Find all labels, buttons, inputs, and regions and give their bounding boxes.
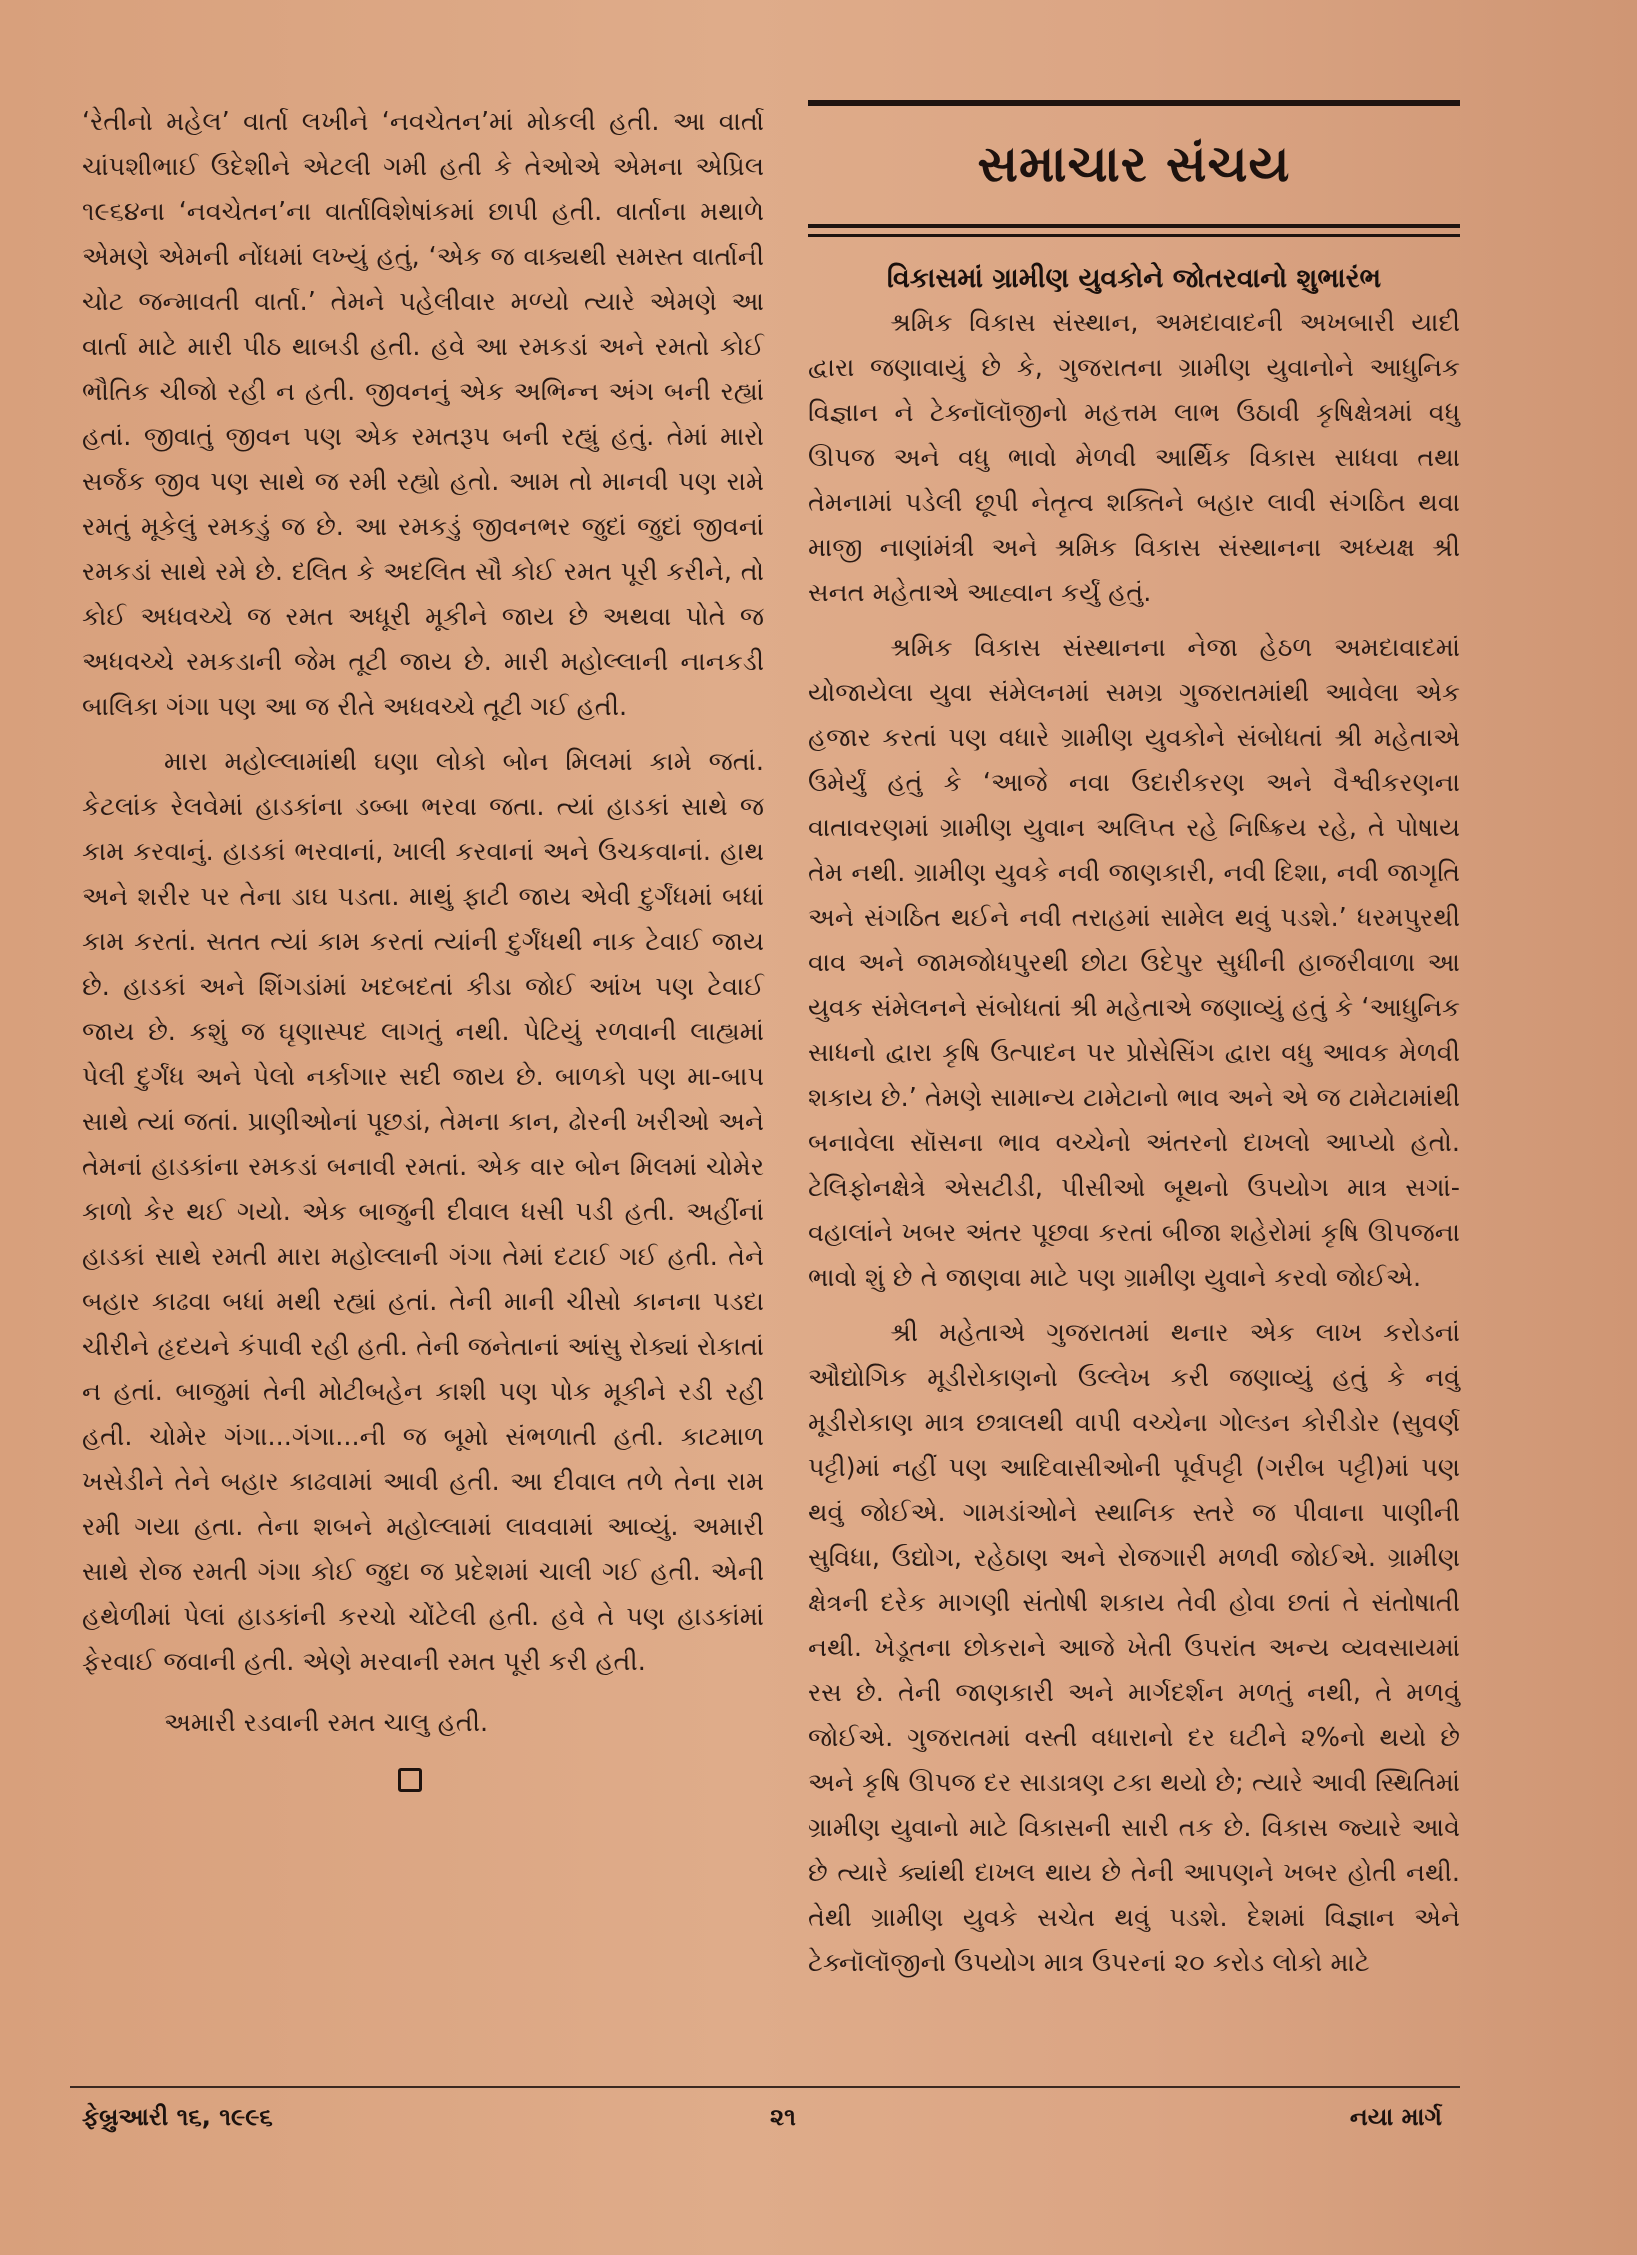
section-double-rule <box>808 224 1460 237</box>
news-paragraph-3: શ્રી મહેતાએ ગુજરાતમાં થનાર એક લાખ કરોડનાં ઔદ્યોગિક મૂડીરોકાણનો ઉલ્લેખ કરી જણાવ્યું હતું કે નવું મૂડીરોકાણ માત્ર છત્રાલથી વાપી વચ્ચેના ગોલ્ડન કોરીડોર (સુવર્ણ પટ્ટી)માં નહીં પણ આદિવાસીઓની પૂર્વપટ્ટી (ગરીબ પટ્ટી)માં પણ થવું જોઈએ. ગામડાંઓને સ્થાનિક સ્તરે જ પીવાના પાણીની સુવિધા, ઉદ્યોગ, રહેઠાણ અને રોજગારી મળવી જોઈએ. ગ્રામીણ ક્ષેત્રની દરેક માગણી સંતોષી શકાય તેવી હોવા છતાં તે સંતોષાતી નથી. ખેડૂતના છોકરાને આજે ખેતી ઉપરાંત અન્ય વ્યવસાયમાં રસ છે. તેની જાણકારી અને માર્ગદર્શન મળતું નથી, તે મળવું જોઈએ. ગુજરાતમાં વસ્તી વધારાનો દર ઘટીને ૨%નો થયો છે અને કૃષિ ઊપજ દર સાડાત્રણ ટકા થયો છે; ત્યારે આવી સ્થિતિમાં ગ્રામીણ યુવાનો માટે વિકાસની સારી તક છે. વિકાસ જ્યારે આવે છે ત્યારે ક્યાંથી દાખલ થાય છે તેની આપણને ખબર હોતી નથી. તેથી ગ્રામીણ યુવકે સચેત થવું પડશે. દેશમાં વિજ્ઞાન એને ટેક્નૉલૉજીનો ઉપયોગ માત્ર ઉપરનાં ૨૦ કરોડ લોકો માટે <box>808 1318 1460 1978</box>
news-paragraph-2: શ્રમિક વિકાસ સંસ્થાનના નેજા હેઠળ અમદાવાદમાં યોજાયેલા યુવા સંમેલનમાં સમગ્ર ગુજરાતમાંથી આવેલા એક હજાર કરતાં પણ વધારે ગ્રામીણ યુવકોને સંબોધતાં શ્રી મહેતાએ ઉમેર્યું હતું કે ‘આજે નવા ઉદારીકરણ અને વૈશ્વીકરણના વાતાવરણમાં ગ્રામીણ યુવાન અલિપ્ત રહે નિષ્ક્રિય રહે, તે પોષાય તેમ નથી. ગ્રામીણ યુવકે નવી જાણકારી, નવી દિશા, નવી જાગૃતિ અને સંગઠિત થઈને નવી તરાહમાં સામેલ થવું પડશે.’ ધરમપુરથી વાવ અને જામજોધપુરથી છોટા ઉદેપુર સુધીની હાજરીવાળા આ યુવક સંમેલનને સંબોધતાં શ્રી મહેતાએ જણાવ્યું હતું કે ‘આધુનિક સાધનો દ્વારા કૃષિ ઉત્પાદન પર પ્રોસેસિંગ દ્વારા વધુ આવક મેળવી શકાય છે.’ તેમણે સામાન્ય ટામેટાનો ભાવ અને એ જ ટામેટામાંથી બનાવેલા સૉસના ભાવ વચ્ચેનો અંતરનો દાખલો આપ્યો હતો. ટેલિફોનક્ષેત્રે એસટીડી, પીસીઓ બૂથનો ઉપયોગ માત્ર સગાં-વહાલાંને ખબર અંતર પૂછવા કરતાં બીજા શહેરોમાં કૃષિ ઊપજના ભાવો શું છે તે જાણવા માટે પણ ગ્રામીણ યુવાને કરવો જોઈએ. <box>808 633 1460 1293</box>
end-mark-icon <box>398 1768 422 1792</box>
left-column <box>82 100 764 1792</box>
section-top-rule <box>808 100 1460 106</box>
story-closing-line: અમારી રડવાની રમત ચાલુ હતી. <box>164 1708 489 1738</box>
story-paragraph-2: મારા મહોલ્લામાંથી ઘણા લોકો બોન મિલમાં કામે જતાં. કેટલાંક રેલવેમાં હાડકાંના ડબ્બા ભરવા જતા. ત્યાં હાડકાં સાથે જ કામ કરવાનું. હાડકાં ભરવાનાં, ખાલી કરવાનાં અને ઉચકવાનાં. હાથ અને શરીર પર તેના ડાઘ પડતા. માથું ફાટી જાય એવી દુર્ગંધમાં બધાં કામ કરતાં. સતત ત્યાં કામ કરતાં ત્યાંની દુર્ગંધથી નાક ટેવાઈ જાય છે. હાડકાં અને શિંગડાંમાં ખદબદતાં કીડા જોઈ આંખ પણ ટેવાઈ જાય છે. કશું જ ઘૃણાસ્પદ લાગતું નથી. પેટિયું રળવાની લાહ્યમાં પેલી દુર્ગંધ અને પેલો નર્કાગાર સદી જાય છે. બાળકો પણ મા-બાપ સાથે ત્યાં જતાં. પ્રાણીઓનાં પૂછડાં, તેમના કાન, ઢોરની ખરીઓ અને તેમનાં હાડકાંના રમકડાં બનાવી રમતાં. એક વાર બોન મિલમાં ચોમેર કાળો કેર થઈ ગયો. એક બાજુની દીવાલ ધસી પડી હતી. અહીંનાં હાડકાં સાથે રમતી મારા મહોલ્લાની ગંગા તેમાં દટાઈ ગઈ હતી. તેને બહાર કાઢવા બધાં મથી રહ્યાં હતાં. તેની માની ચીસો કાનના પડદા ચીરીને હૃદયને કંપાવી રહી હતી. તેની જનેતાનાં આંસુ રોક્યાં રોકાતાં ન હતાં. બાજુમાં તેની મોટીબહેન કાશી પણ પોક મૂકીને રડી રહી હતી. ચોમેર ગંગા...ગંગા...ની જ બૂમો સંભળાતી હતી. કાટમાળ ખસેડીને તેને બહાર કાઢવામાં આવી હતી. આ દીવાલ તળે તેના રામ રમી ગયા હતા. તેના શબને મહોલ્લામાં લાવવામાં આવ્યું. અમારી સાથે રોજ રમતી ગંગા કોઈ જુદા જ પ્રદેશમાં ચાલી ગઈ હતી. એની હથેળીમાં પેલાં હાડકાંની કરચો ચોંટેલી હતી. હવે તે પણ હાડકાંમાં ફેરવાઈ જવાની હતી. એણે મરવાની રમત પૂરી કરી હતી. <box>82 747 764 1677</box>
footer-publication: નયા માર્ગ <box>1349 2103 1442 2131</box>
right-column <box>808 100 1460 1986</box>
footer-rule <box>70 2086 1460 2088</box>
news-paragraph-1: શ્રમિક વિકાસ સંસ્થાન, અમદાવાદની અખબારી યાદી દ્વારા જણાવાયું છે કે, ગુજરાતના ગ્રામીણ યુવાનોને આધુનિક વિજ્ઞાન ને ટેક્નૉલૉજીનો મહત્તમ લાભ ઉઠાવી કૃષિક્ષેત્રમાં વધુ ઊપજ અને વધુ ભાવો મેળવી આર્થિક વિકાસ સાધવા તથા તેમનામાં પડેલી છૂપી નેતૃત્વ શક્તિને બહાર લાવી સંગઠિત થવા માજી નાણાંમંત્રી અને શ્રમિક વિકાસ સંસ્થાનના અધ્યક્ષ શ્રી સનત મહેતાએ આહ્વાન કર્યું હતું. <box>808 308 1460 608</box>
footer-page-number: ૨૧ <box>770 2103 796 2131</box>
news-headline: વિકાસમાં ગ્રામીણ યુવકોને જોતરવાનો શુભારંભ <box>886 263 1382 294</box>
story-paragraph-1: ‘રેતીનો મહેલ’ વાર્તા લખીને ‘નવચેતન’માં મોકલી હતી. આ વાર્તા ચાંપશીભાઈ ઉદેશીને એટલી ગમી હતી કે તેઓએ એમના એપ્રિલ ૧૯૬૪ના ‘નવચેતન’ના વાર્તાવિશેષાંકમાં છાપી હતી. વાર્તાના મથાળે એમણે એમની નોંધમાં લખ્યું હતું, ‘એક જ વાક્યથી સમસ્ત વાર્તાની ચોટ જન્માવતી વાર્તા.’ તેમને પહેલીવાર મળ્યો ત્યારે એમણે આ વાર્તા માટે મારી પીઠ થાબડી હતી. હવે આ રમકડાં અને રમતો કોઈ ભૌતિક ચીજો રહી ન હતી. જીવનનું એક અભિન્ન અંગ બની રહ્યાં હતાં. જીવાતું જીવન પણ એક રમતરૂપ બની રહ્યું હતું. તેમાં મારો સર્જક જીવ પણ સાથે જ રમી રહ્યો હતો. આમ તો માનવી પણ રામે રમતું મૂકેલું રમકડું જ છે. આ રમકડું જીવનભર જુદાં જુદાં જીવનાં રમકડાં સાથે રમે છે. દલિત કે અદલિત સૌ કોઈ રમત પૂરી કરીને, તો કોઈ અધવચ્ચે જ રમત અધૂરી મૂકીને જાય છે અથવા પોતે જ અધવચ્ચે રમકડાની જેમ તૂટી જાય છે. મારી મહોલ્લાની નાનકડી બાલિકા ગંગા પણ આ જ રીતે અધવચ્ચે તૂટી ગઈ હતી. <box>82 107 764 722</box>
news-body <box>808 301 1460 1986</box>
section-title: સમાચાર સંચય <box>977 135 1291 193</box>
footer-date: ફેબ્રુઆરી ૧૬, ૧૯૯૬ <box>82 2103 273 2131</box>
